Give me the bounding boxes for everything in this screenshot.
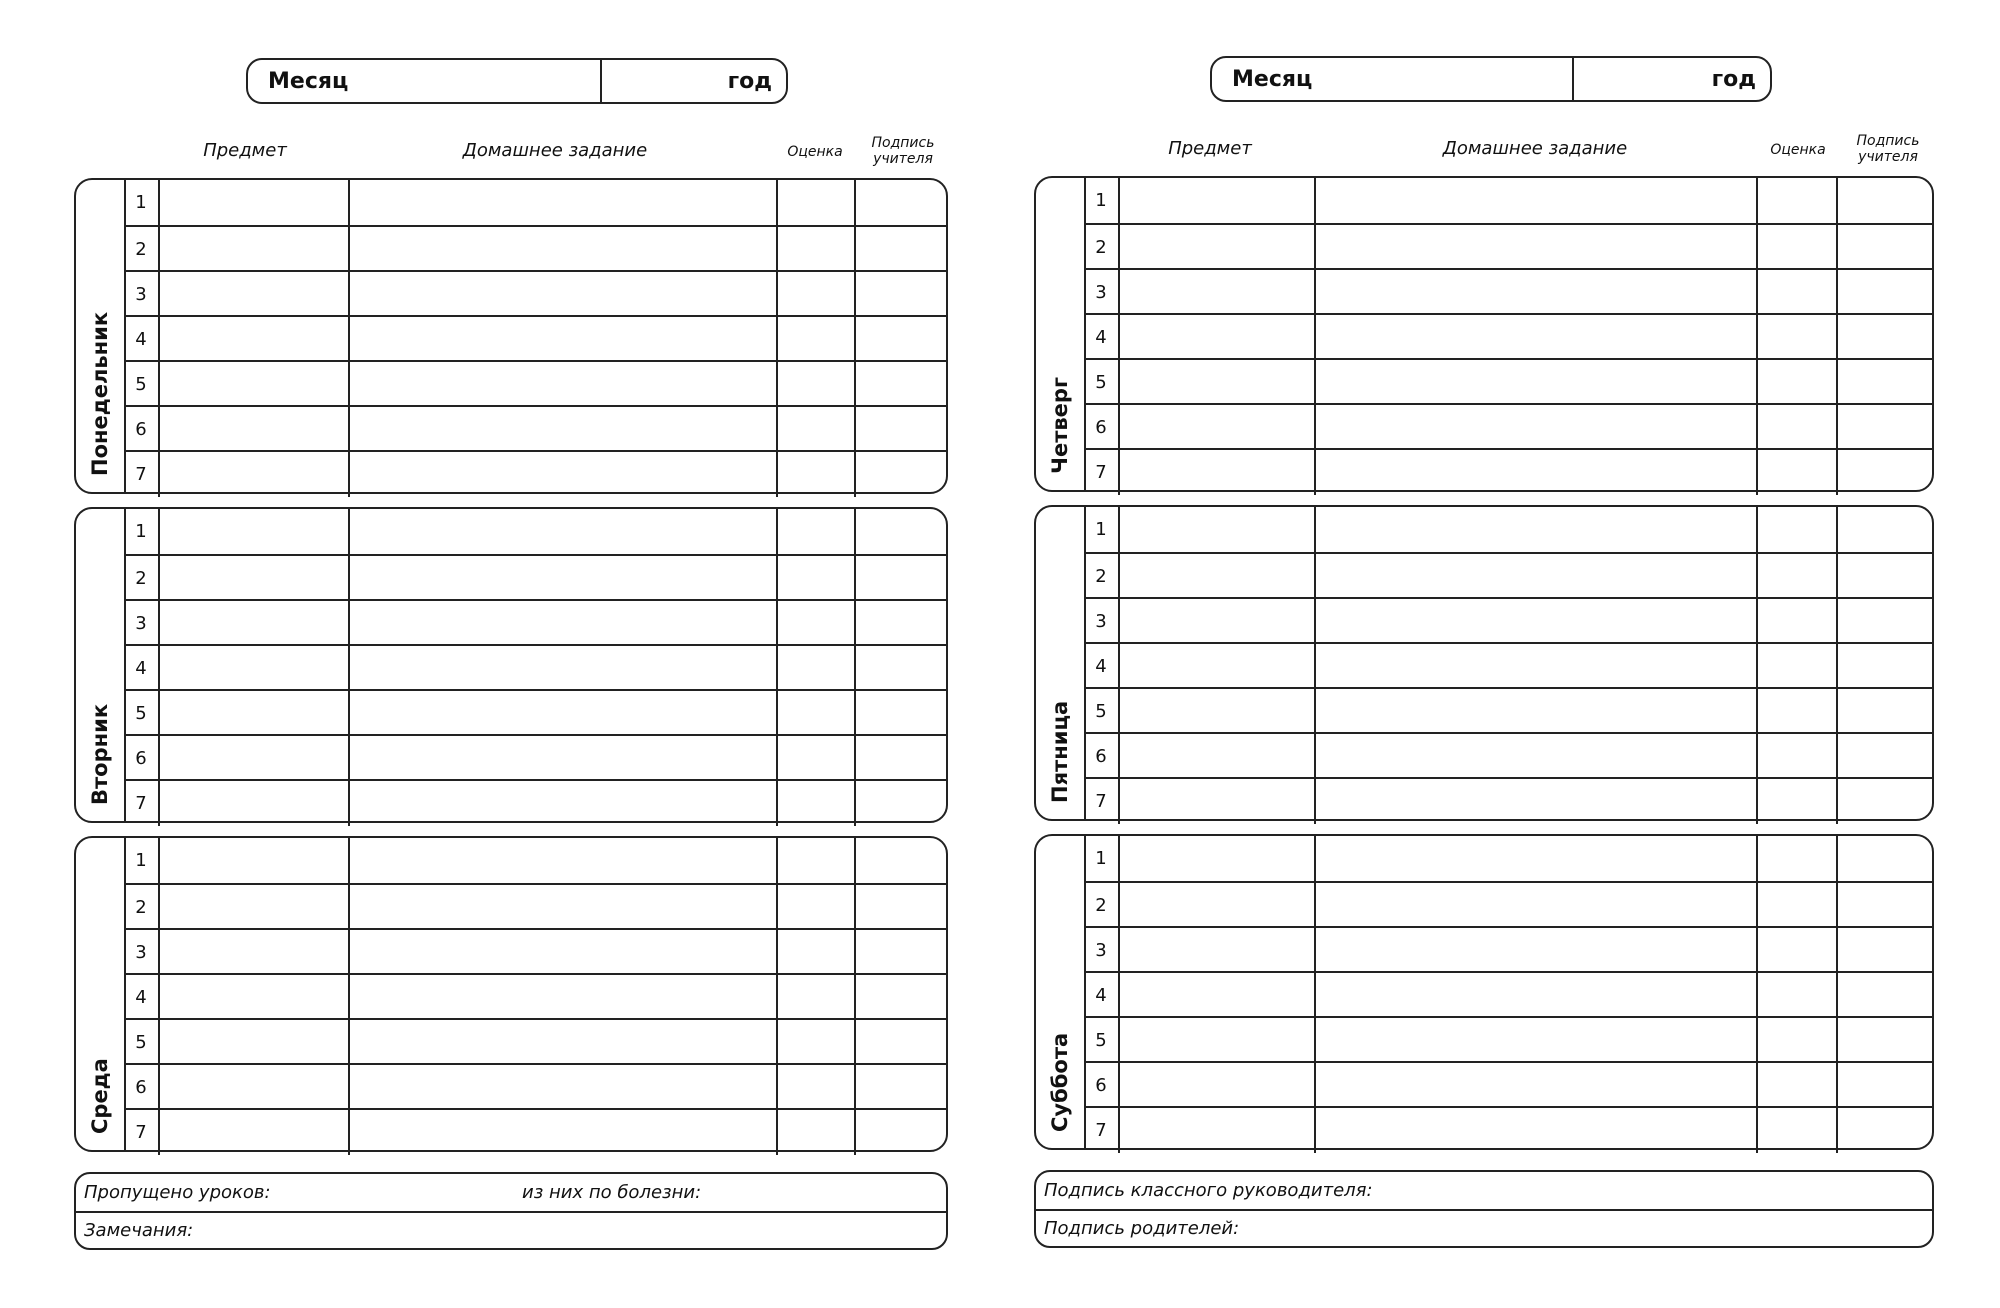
homework-cell (350, 601, 778, 646)
grade-cell (1758, 270, 1838, 315)
lesson-row (124, 270, 946, 317)
day-label-column (1036, 507, 1086, 819)
subject-cell (158, 407, 350, 452)
grade-cell (1758, 734, 1838, 779)
homework-cell (350, 1020, 778, 1065)
homework-cell (1316, 836, 1758, 881)
homework-cell (350, 556, 778, 601)
subject-cell (158, 975, 350, 1020)
lesson-row (124, 734, 946, 781)
lesson-number: 2 (124, 885, 160, 930)
lesson-row (1084, 881, 1932, 928)
column-subject: Предмет (1168, 138, 1252, 159)
lesson-row (1084, 448, 1932, 495)
subject-cell (1118, 315, 1316, 360)
column-grade: Оценка (787, 144, 843, 160)
homework-cell (350, 362, 778, 407)
lesson-number: 5 (124, 1020, 160, 1065)
subject-cell (1118, 554, 1316, 599)
day-block-friday (1034, 505, 1934, 821)
subject-cell (1118, 779, 1316, 824)
lesson-number: 5 (1084, 360, 1120, 405)
class-teacher-signature-label: Подпись классного руководителя: (1044, 1180, 1373, 1201)
lesson-row (1084, 178, 1932, 223)
lesson-number: 6 (124, 407, 160, 452)
attendance-footer (74, 1172, 948, 1250)
subject-cell (1118, 883, 1316, 928)
lesson-number: 1 (124, 838, 160, 883)
grade-cell (1758, 178, 1838, 223)
parents-signature-label: Подпись родителей: (1044, 1218, 1240, 1239)
subject-cell (158, 1020, 350, 1065)
lesson-number: 2 (1084, 883, 1120, 928)
grade-cell (1758, 554, 1838, 599)
lesson-row (1084, 1016, 1932, 1063)
lesson-row (124, 928, 946, 975)
homework-cell (1316, 1063, 1758, 1108)
lesson-number: 4 (124, 317, 160, 362)
day-label-column (1036, 178, 1086, 490)
teacher-signature-line1: Подпись (1856, 133, 1920, 149)
homework-cell (350, 736, 778, 781)
footer-divider (76, 1211, 946, 1213)
grade-cell (778, 1110, 856, 1155)
grade-cell (1758, 883, 1838, 928)
grade-cell (1758, 1063, 1838, 1108)
grade-cell (778, 452, 856, 497)
right-page (1000, 0, 2000, 1308)
teacher-signature-line1: Подпись (871, 135, 935, 151)
lesson-number: 4 (124, 646, 160, 691)
subject-cell (1118, 599, 1316, 644)
homework-cell (350, 180, 778, 225)
homework-cell (350, 272, 778, 317)
lesson-row (1084, 687, 1932, 734)
grade-cell (1758, 360, 1838, 405)
lesson-number: 1 (124, 509, 160, 554)
homework-cell (1316, 928, 1758, 973)
grade-cell (1758, 644, 1838, 689)
subject-cell (158, 452, 350, 497)
subject-cell (158, 885, 350, 930)
lesson-row (1084, 223, 1932, 270)
teacher-signature-line2: учителя (873, 151, 933, 167)
column-homework: Домашнее задание (1442, 138, 1628, 159)
grade-cell (778, 1065, 856, 1110)
lesson-row (124, 644, 946, 691)
lesson-row (1084, 1106, 1932, 1153)
lesson-number: 1 (1084, 178, 1120, 223)
grade-cell (1758, 689, 1838, 734)
homework-cell (350, 407, 778, 452)
lesson-number: 2 (124, 227, 160, 272)
day-label: Суббота (1048, 1032, 1072, 1132)
homework-cell (1316, 225, 1758, 270)
lesson-number: 3 (1084, 270, 1120, 315)
lesson-row (1084, 732, 1932, 779)
subject-cell (1118, 225, 1316, 270)
subject-cell (1118, 360, 1316, 405)
lesson-number: 2 (1084, 554, 1120, 599)
subject-cell (1118, 1018, 1316, 1063)
lesson-row (124, 315, 946, 362)
day-label: Вторник (88, 703, 112, 805)
day-block-monday (74, 178, 948, 494)
lesson-number: 6 (124, 1065, 160, 1110)
grade-cell (778, 691, 856, 736)
day-block-saturday (1034, 834, 1934, 1150)
lesson-number: 6 (1084, 1063, 1120, 1108)
lesson-number: 7 (1084, 779, 1120, 824)
grade-cell (778, 227, 856, 272)
lesson-row (124, 883, 946, 930)
lesson-number: 5 (1084, 689, 1120, 734)
month-year-header (246, 58, 788, 104)
subject-cell (158, 781, 350, 826)
lesson-number: 6 (1084, 405, 1120, 450)
day-block-thursday (1034, 176, 1934, 492)
lesson-number: 7 (124, 1110, 160, 1155)
homework-cell (1316, 507, 1758, 552)
day-label: Четверг (1048, 377, 1072, 474)
grade-cell (778, 272, 856, 317)
lesson-number: 6 (1084, 734, 1120, 779)
subject-cell (1118, 270, 1316, 315)
subject-cell (158, 646, 350, 691)
column-grade: Оценка (1770, 142, 1826, 158)
homework-cell (350, 930, 778, 975)
subject-cell (1118, 734, 1316, 779)
homework-cell (350, 975, 778, 1020)
grade-cell (778, 407, 856, 452)
homework-cell (1316, 1108, 1758, 1153)
grade-cell (1758, 836, 1838, 881)
grade-cell (1758, 507, 1838, 552)
lesson-number: 5 (124, 362, 160, 407)
lesson-number: 3 (124, 601, 160, 646)
homework-cell (350, 1110, 778, 1155)
subject-cell (158, 509, 350, 554)
footer-divider (1036, 1209, 1932, 1211)
lesson-row (124, 180, 946, 225)
subject-cell (158, 227, 350, 272)
subject-cell (158, 736, 350, 781)
subject-cell (1118, 450, 1316, 495)
subject-cell (158, 180, 350, 225)
lesson-row (124, 450, 946, 497)
subject-cell (158, 838, 350, 883)
lesson-row (1084, 403, 1932, 450)
lesson-row (1084, 777, 1932, 824)
lesson-number: 5 (1084, 1018, 1120, 1063)
day-block-tuesday (74, 507, 948, 823)
grade-cell (778, 556, 856, 601)
homework-cell (350, 1065, 778, 1110)
grade-cell (1758, 405, 1838, 450)
subject-cell (158, 1110, 350, 1155)
column-teacher-signature (858, 135, 948, 167)
lesson-row (1084, 836, 1932, 881)
lesson-row (124, 405, 946, 452)
subject-cell (158, 601, 350, 646)
lesson-row (1084, 1061, 1932, 1108)
grade-cell (778, 362, 856, 407)
grade-cell (1758, 1108, 1838, 1153)
month-label: Месяц (1232, 67, 1313, 92)
grade-cell (1758, 973, 1838, 1018)
homework-cell (350, 646, 778, 691)
lesson-row (1084, 642, 1932, 689)
column-subject: Предмет (203, 140, 287, 161)
homework-cell (1316, 178, 1758, 223)
grade-cell (778, 838, 856, 883)
homework-cell (1316, 405, 1758, 450)
homework-cell (350, 781, 778, 826)
lesson-row (1084, 552, 1932, 599)
subject-cell (1118, 178, 1316, 223)
grade-cell (1758, 928, 1838, 973)
subject-cell (1118, 644, 1316, 689)
homework-cell (1316, 315, 1758, 360)
lesson-number: 1 (1084, 836, 1120, 881)
lesson-row (1084, 971, 1932, 1018)
lesson-row (1084, 313, 1932, 360)
illness-label: из них по болезни: (522, 1182, 702, 1203)
grade-cell (778, 885, 856, 930)
homework-cell (1316, 270, 1758, 315)
grade-cell (778, 601, 856, 646)
homework-cell (1316, 554, 1758, 599)
header-divider (600, 60, 602, 102)
grade-cell (1758, 315, 1838, 360)
year-label: год (1711, 67, 1756, 92)
subject-cell (1118, 973, 1316, 1018)
day-label: Понедельник (88, 311, 112, 476)
signatures-footer (1034, 1170, 1934, 1248)
lesson-row (124, 554, 946, 601)
lesson-number: 1 (124, 180, 160, 225)
grade-cell (1758, 225, 1838, 270)
day-block-wednesday (74, 836, 948, 1152)
lesson-row (124, 225, 946, 272)
subject-cell (158, 1065, 350, 1110)
subject-cell (1118, 507, 1316, 552)
subject-cell (158, 272, 350, 317)
lesson-row (124, 509, 946, 554)
day-label: Пятница (1048, 700, 1072, 803)
subject-cell (1118, 405, 1316, 450)
grade-cell (1758, 599, 1838, 644)
year-label: год (727, 69, 772, 94)
lesson-row (124, 838, 946, 883)
grade-cell (778, 975, 856, 1020)
homework-cell (350, 227, 778, 272)
subject-cell (158, 556, 350, 601)
day-label-column (76, 838, 126, 1150)
homework-cell (1316, 883, 1758, 928)
lesson-number: 4 (1084, 644, 1120, 689)
lesson-number: 3 (124, 272, 160, 317)
lesson-row (1084, 926, 1932, 973)
grade-cell (778, 509, 856, 554)
subject-cell (1118, 928, 1316, 973)
lesson-row (1084, 358, 1932, 405)
lesson-number: 7 (1084, 450, 1120, 495)
homework-cell (350, 317, 778, 362)
homework-cell (1316, 779, 1758, 824)
lesson-row (1084, 268, 1932, 315)
lesson-row (1084, 597, 1932, 644)
homework-cell (1316, 689, 1758, 734)
day-label-column (76, 180, 126, 492)
grade-cell (778, 781, 856, 826)
subject-cell (1118, 1108, 1316, 1153)
header-divider (1572, 58, 1574, 100)
subject-cell (158, 317, 350, 362)
subject-cell (1118, 1063, 1316, 1108)
grade-cell (778, 736, 856, 781)
lesson-row (1084, 507, 1932, 552)
lesson-number: 1 (1084, 507, 1120, 552)
homework-cell (350, 509, 778, 554)
grade-cell (1758, 779, 1838, 824)
column-homework: Домашнее задание (462, 140, 648, 161)
column-teacher-signature (1842, 133, 1934, 165)
grade-cell (778, 646, 856, 691)
lesson-number: 2 (1084, 225, 1120, 270)
lesson-number: 4 (1084, 315, 1120, 360)
lesson-number: 3 (1084, 928, 1120, 973)
homework-cell (350, 691, 778, 736)
grade-cell (778, 317, 856, 362)
grade-cell (778, 930, 856, 975)
lesson-row (124, 1063, 946, 1110)
grade-cell (778, 1020, 856, 1065)
lesson-number: 3 (1084, 599, 1120, 644)
grade-cell (1758, 450, 1838, 495)
lesson-number: 4 (1084, 973, 1120, 1018)
lesson-row (124, 779, 946, 826)
homework-cell (1316, 973, 1758, 1018)
month-year-header (1210, 56, 1772, 102)
lesson-row (124, 360, 946, 407)
homework-cell (350, 838, 778, 883)
subject-cell (158, 691, 350, 736)
lesson-number: 6 (124, 736, 160, 781)
month-label: Месяц (268, 69, 349, 94)
homework-cell (1316, 360, 1758, 405)
grade-cell (1758, 1018, 1838, 1063)
homework-cell (350, 452, 778, 497)
homework-cell (350, 885, 778, 930)
lesson-number: 4 (124, 975, 160, 1020)
grade-cell (778, 180, 856, 225)
lesson-number: 5 (124, 691, 160, 736)
day-label: Среда (88, 1058, 112, 1134)
homework-cell (1316, 1018, 1758, 1063)
subject-cell (1118, 836, 1316, 881)
lesson-number: 2 (124, 556, 160, 601)
day-label-column (1036, 836, 1086, 1148)
remarks-label: Замечания: (84, 1220, 194, 1241)
lesson-row (124, 1108, 946, 1155)
lesson-row (124, 599, 946, 646)
homework-cell (1316, 644, 1758, 689)
subject-cell (158, 362, 350, 407)
lesson-number: 7 (124, 452, 160, 497)
subject-cell (1118, 689, 1316, 734)
homework-cell (1316, 450, 1758, 495)
lesson-row (124, 689, 946, 736)
lesson-number: 7 (1084, 1108, 1120, 1153)
day-label-column (76, 509, 126, 821)
lesson-number: 7 (124, 781, 160, 826)
teacher-signature-line2: учителя (1858, 149, 1918, 165)
homework-cell (1316, 734, 1758, 779)
missed-lessons-label: Пропущено уроков: (84, 1182, 271, 1203)
homework-cell (1316, 599, 1758, 644)
lesson-row (124, 973, 946, 1020)
lesson-row (124, 1018, 946, 1065)
subject-cell (158, 930, 350, 975)
lesson-number: 3 (124, 930, 160, 975)
